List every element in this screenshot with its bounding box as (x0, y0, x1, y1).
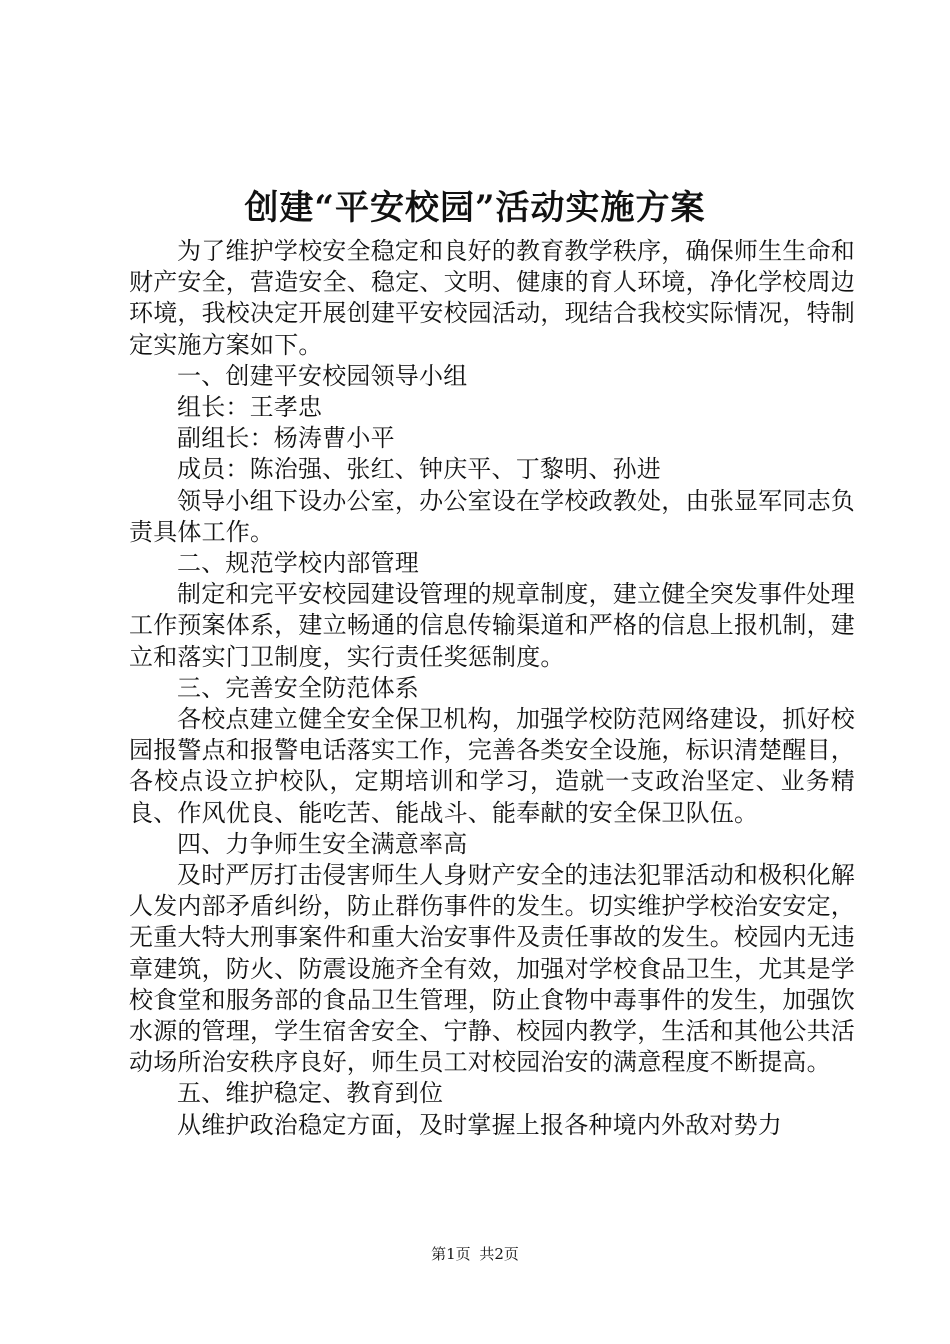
section-5-paragraph: 从维护政治稳定方面，及时掌握上报各种境内外敌对势力 (177, 1110, 782, 1139)
section-4-paragraph: 及时严厉打击侵害师生人身财产安全的违法犯罪活动和极积化解人发内部矛盾纠纷，防止群伤事件的发生。切实维护学校治安安定，无重大特大刑事案件和重大治安事件及责任事故的发生。校园内无违章建筑，防火、防震设施齐全有效，加强对学校食品卫生，尤其是学校食堂和服务部的食品卫生管理，防止食物中毒事件的发生，加强饮水源的管理，学生宿舍安全、宁静、校园内教学，生活和其他公共活动场所治安秩序良好，师生员工对校园治安的满意程度不断提高。 (129, 861, 855, 1077)
section-heading-3: 三、完善安全防范体系 (177, 673, 419, 702)
section-2-paragraph: 制定和完平安校园建设管理的规章制度，建立健全突发事件处理工作预案体系，建立畅通的信息传输渠道和严格的信息上报机制，建立和落实门卫制度，实行责任奖惩制度。 (129, 580, 855, 671)
section-3-paragraph: 各校点建立健全安全保卫机构，加强学校防范网络建设，抓好校园报警点和报警电话落实工作，完善各类安全设施，标识清楚醒目，各校点设立护校队，定期培训和学习，造就一支政治坚定、业务精良、作风优良、能吃苦、能战斗、能奉献的安全保卫队伍。 (129, 705, 855, 827)
section-heading-4: 四、力争师生安全满意率高 (177, 829, 468, 858)
page-total: 共2页 (479, 1245, 519, 1263)
section-heading-2: 二、规范学校内部管理 (177, 549, 419, 578)
intro-paragraph: 为了维护学校安全稳定和良好的教育教学秩序，确保师生生命和财产安全，营造安全、稳定、文明、健康的育人环境，净化学校周边环境，我校决定开展创建平安校园活动，现结合我校实际情况，特制定实施方案如下。 (129, 237, 855, 359)
page-number: 第1页 (431, 1245, 471, 1263)
leader-line: 组长：王孝忠 (177, 393, 323, 422)
document-body (129, 236, 855, 1141)
deputy-leader-line: 副组长：杨涛曹小平 (177, 424, 395, 453)
document-title: 创建“平安校园”活动实施方案 (244, 188, 706, 228)
members-line: 成员：陈治强、张红、钟庆平、丁黎明、孙进 (177, 455, 661, 484)
section-heading-5: 五、维护稳定、教育到位 (177, 1079, 444, 1108)
section-heading-1: 一、创建平安校园领导小组 (177, 361, 468, 390)
office-paragraph: 领导小组下设办公室，办公室设在学校政教处，由张显军同志负责具体工作。 (129, 486, 855, 546)
page-footer (0, 1243, 950, 1265)
